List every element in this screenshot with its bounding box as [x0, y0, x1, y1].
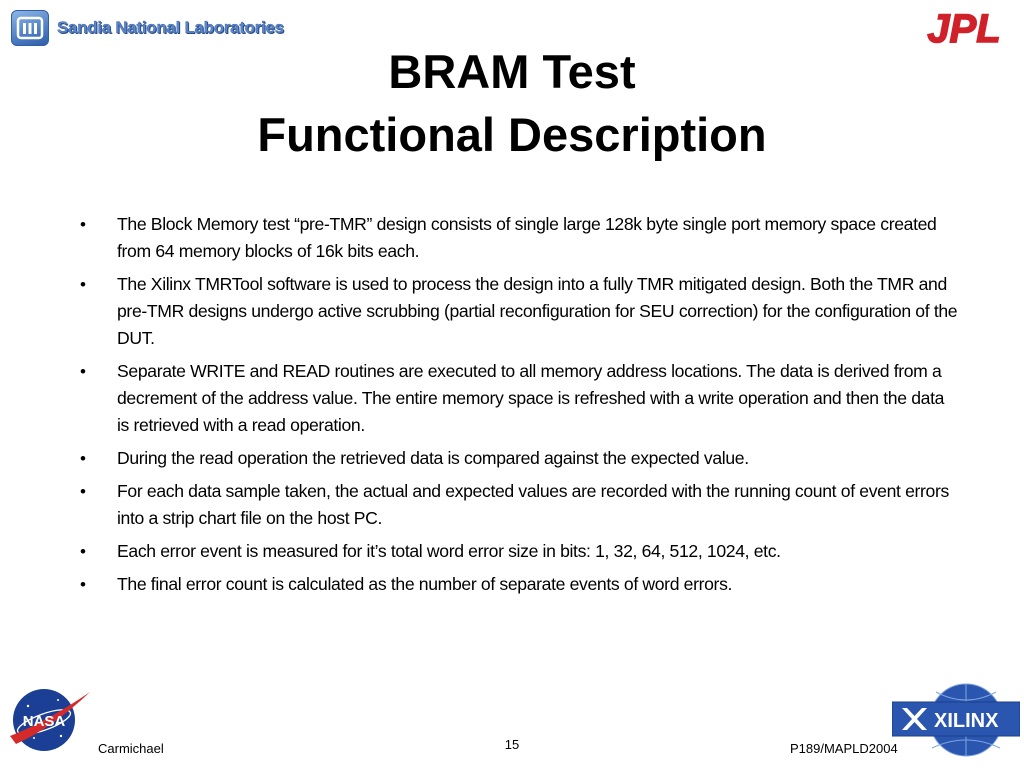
bullet-text: The final error count is calculated as the number of separate events of word errors. [117, 574, 733, 594]
bullet-text: Separate WRITE and READ routines are executed to all memory address locations. The data is derived from a decrement of the address value. The entire memory space is refreshed with a write operation and then the data is retrieved with a read operation. [117, 361, 945, 435]
jpl-logo-text: JPL [927, 8, 1001, 46]
bullet-item [80, 571, 960, 598]
xilinx-logo-icon [892, 680, 1020, 765]
footer-author: Carmichael [98, 741, 164, 756]
bullet-item [80, 478, 960, 532]
bullet-marker: • [80, 449, 86, 468]
bullet-item [80, 211, 960, 265]
bullet-text: During the read operation the retrieved data is compared against the expected value. [117, 448, 749, 468]
bullet-list [80, 211, 960, 604]
slide-title [0, 40, 1024, 166]
bullet-text: For each data sample taken, the actual and expected values are recorded with the running count of event errors into a strip chart file on the host PC. [117, 481, 949, 528]
bullet-item [80, 271, 960, 352]
nasa-logo-text: NASA [22, 713, 66, 730]
bullet-marker: • [80, 362, 86, 381]
bullet-item [80, 445, 960, 472]
title-line-1: BRAM Test [388, 45, 636, 98]
bullet-marker: • [80, 575, 86, 594]
bullet-text: The Block Memory test “pre-TMR” design consists of single large 128k byte single port memory space created from 64 memory blocks of 16k bits each. [117, 214, 937, 261]
bullet-marker: • [80, 275, 86, 294]
bullet-marker: • [80, 215, 86, 234]
title-line-2: Functional Description [257, 108, 767, 161]
bullet-item [80, 538, 960, 565]
bullet-text: The Xilinx TMRTool software is used to process the design into a fully TMR mitigated design. Both the TMR and pre-TMR designs undergo active scrubbing (partial reconfiguration for SEU correction) for the configuration of the DUT. [117, 274, 958, 348]
footer-page-number: 15 [504, 737, 520, 752]
bullet-text: Each error event is measured for it’s total word error size in bits: 1, 32, 64, 512, 1024, etc. [117, 541, 781, 561]
bullet-marker: • [80, 542, 86, 561]
xilinx-logo-text: XILINX [934, 710, 999, 732]
sandia-name: Sandia National Laboratories [57, 18, 284, 37]
bullet-item [80, 358, 960, 439]
footer-reference: P189/MAPLD2004 [790, 741, 898, 756]
bullet-marker: • [80, 482, 86, 501]
